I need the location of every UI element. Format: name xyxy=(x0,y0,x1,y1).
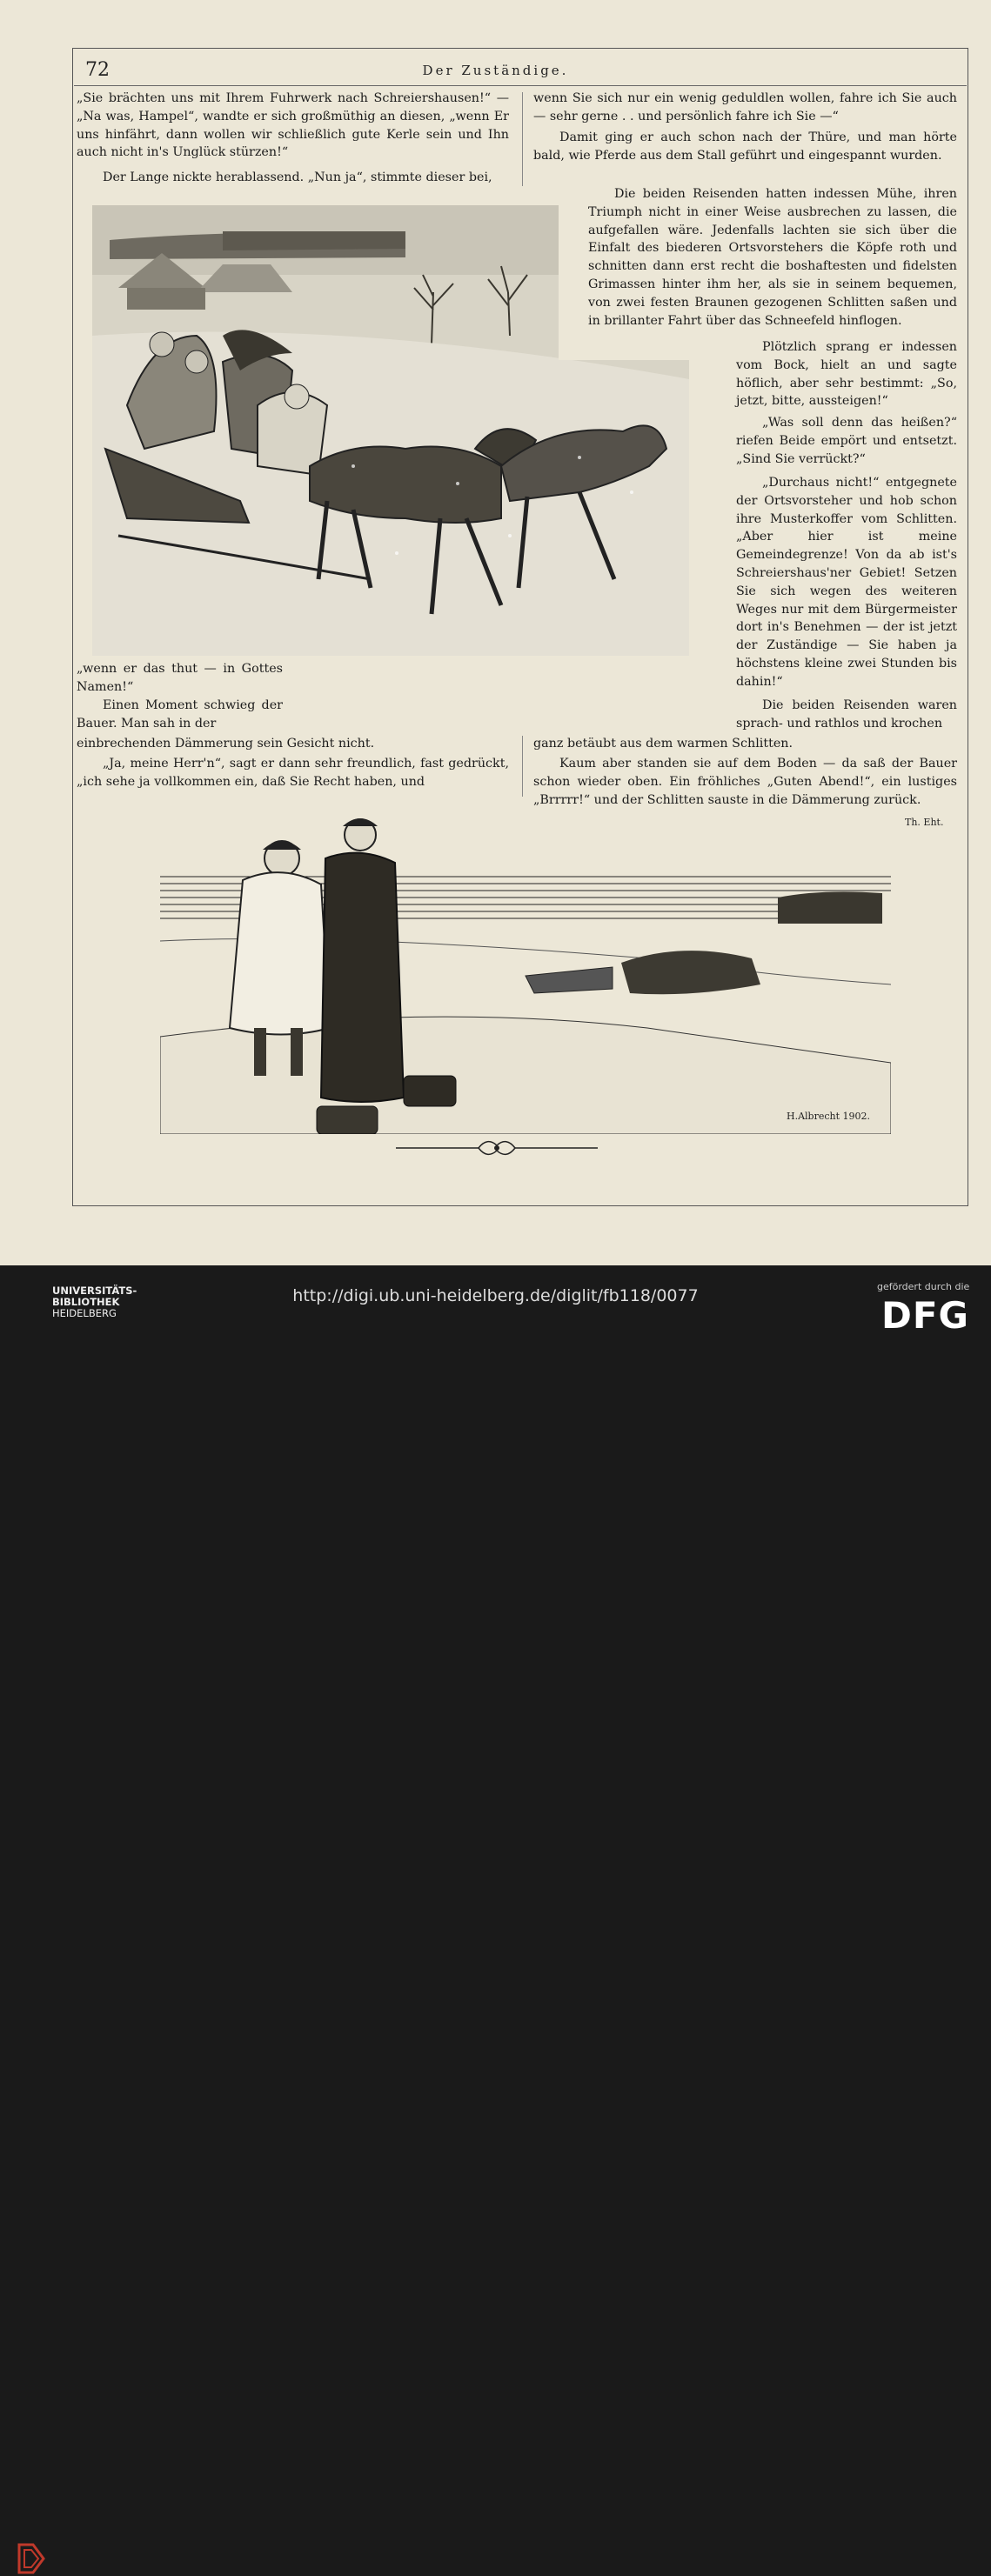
left-bottom-paragraph-1: einbrechenden Dämmerung sein Gesicht nicht. xyxy=(77,737,375,751)
right-paragraph-2: Damit ging er auch schon nach der Thüre, und man hörte bald, wie Pferde aus dem Stall geführt und eingespannt wurden. xyxy=(533,130,957,163)
right-narrow-paragraph-3: „Durchaus nicht!“ entgegnete der Ortsvorsteher und hob schon ihre Musterkoffer vom Schlitten. „Aber hier ist meine Gemeindegrenze! Von da ab ist's Schreiershaus'ner Gebiet! Setzen Sie sich wegen des weiteren Weges nur mit dem Bürgermeister dort in's Benehmen — der ist jetzt der Zuständige — Sie haben ja höchstens kleine zwei Stunden bis dahin!“ xyxy=(736,476,957,689)
funder-logo: DFG xyxy=(881,1294,970,1337)
funding-text: gefördert durch die xyxy=(877,1281,970,1292)
right-narrow-paragraph-1: Plötzlich sprang er indessen vom Bock, hielt an und sagte höflich, aber sehr bestimmt: „So, jetzt, bitte, aussteigen!“ xyxy=(736,340,957,409)
column-rule-top xyxy=(522,92,523,186)
travelers-illustration xyxy=(160,811,891,1134)
book-page xyxy=(0,0,991,1265)
right-bottom-paragraph-2: Kaum aber standen sie auf dem Boden — da saß der Bauer schon wieder oben. Ein fröhliches „Guten Abend!“, ein lustiges „Brrrrr!“ und der Schlitten sauste in die Dämmerung zurück. xyxy=(533,757,957,807)
left-paragraph-1: „Sie brächten uns mit Ihrem Fuhrwerk nach Schreiershausen!“ — „Na was, Hampel“, wandte er sich großmüthig an diesen, „wenn Er uns hinfährt, dann wollen wir schließlich gute Kerle sein und Ihn auch nicht in's Unglück stürzen!“ xyxy=(77,91,509,160)
right-narrow-paragraph-4: Die beiden Reisenden waren sprach- und rathlos und krochen xyxy=(736,698,957,731)
illustration-signature: H.Albrecht 1902. xyxy=(787,1111,871,1122)
library-line-3: HEIDELBERG xyxy=(52,1307,117,1319)
sleigh-illustration xyxy=(92,205,689,656)
left-narrow-paragraph-1: „wenn er das thut — in Gottes Namen!“ xyxy=(77,662,283,694)
left-narrow-paragraph-2: Einen Moment schwieg der Bauer. Man sah in der xyxy=(77,698,283,731)
running-title: Der Zuständige. xyxy=(422,63,569,78)
library-logo-icon xyxy=(16,2541,47,2576)
author-signature: Th. Eht. xyxy=(905,817,944,828)
right-bottom-paragraph-1: ganz betäubt aus dem warmen Schlitten. xyxy=(533,737,793,751)
right-narrow-paragraph-2: „Was soll denn das heißen?“ riefen Beide empört und entsetzt. „Sind Sie verrückt?“ xyxy=(736,416,957,466)
ornament-divider xyxy=(396,1135,598,1161)
header-rule xyxy=(74,85,967,86)
library-line-2: BIBLIOTHEK xyxy=(52,1296,120,1308)
right-paragraph-3: Die beiden Reisenden hatten indessen Mühe, ihren Triumph nicht in einer Weise ausbrechen zu lassen, die aufgefallen wäre. Jedenfalls lachten sie sich über die Einfalt des biederen Ortsvorstehers die Köpfe roth und schnitten dann erst recht die boshaftesten und fidelsten Grimassen hinter ihm her, als sie in seinem bequemen, von zwei festen Braunen gezogenen Schlitten saßen und in brillanter Fahrt über das Schneefeld hinflogen. xyxy=(588,187,957,328)
library-line-1: UNIVERSITÄTS- xyxy=(52,1285,137,1297)
left-paragraph-2: Der Lange nickte herablassend. „Nun ja“, stimmte dieser bei, xyxy=(103,170,492,184)
page-number: 72 xyxy=(85,59,110,81)
source-url[interactable]: http://digi.ub.uni-heidelberg.de/diglit/fb118/0077 xyxy=(292,1286,699,1305)
column-rule-bottom xyxy=(522,736,523,797)
left-bottom-paragraph-2: „Ja, meine Herr'n“, sagt er dann sehr freundlich, fast gedrückt, „ich sehe ja vollkommen ein, daß Sie Recht haben, und xyxy=(77,757,509,789)
right-paragraph-1: wenn Sie sich nur ein wenig geduldlen wollen, fahre ich Sie auch — sehr gerne . . und persönlich fahre ich Sie —“ xyxy=(533,91,957,123)
